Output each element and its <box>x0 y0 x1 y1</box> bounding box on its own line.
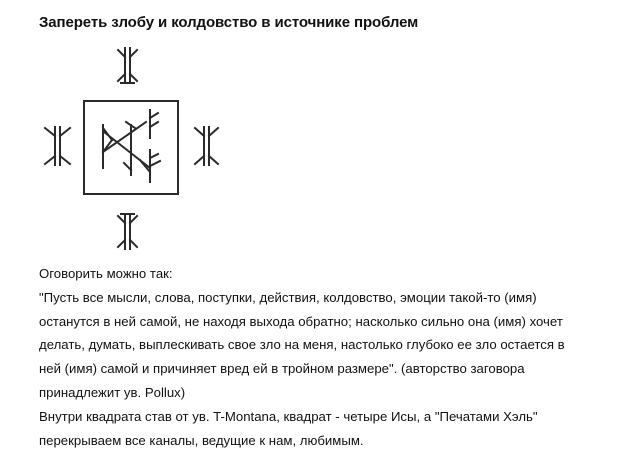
text-line: "Пусть все мысли, слова, поступки, действия, колдовство, эмоции такой-то (имя) <box>39 289 537 305</box>
text-line: Оговорить можно так: <box>39 266 173 281</box>
text-line: принадлежит ув. Pollux) <box>39 384 186 400</box>
text-line: Внутри квадрата став от ув. T-Montana, квадрат - четыре Исы, а "Печатами Хэль" <box>39 408 538 424</box>
hel-seal-bottom-icon <box>118 214 137 249</box>
text-line: перекрываем все каналы, ведущие к нам, любимым. <box>39 432 364 448</box>
hel-seal-left-icon <box>45 127 70 165</box>
page-title: Запереть злобу и колдовство в источнике проблем <box>39 14 419 31</box>
text-line: ней (имя) самой и причиняет вред ей в тройном размере". (авторство заговора <box>39 361 525 377</box>
central-bindrune-icon <box>103 110 160 182</box>
text-line: делать, думать, выплескивать свое зло на меня, настолько глубоко ее зло остается в <box>39 337 565 353</box>
hel-seal-right-icon <box>195 127 218 165</box>
text-line: останутся в ней самой, не находя выхода обратно; насколько сильно она (имя) хочет <box>39 313 563 329</box>
body-text <box>39 262 614 452</box>
hel-seal-top-icon <box>118 48 137 83</box>
